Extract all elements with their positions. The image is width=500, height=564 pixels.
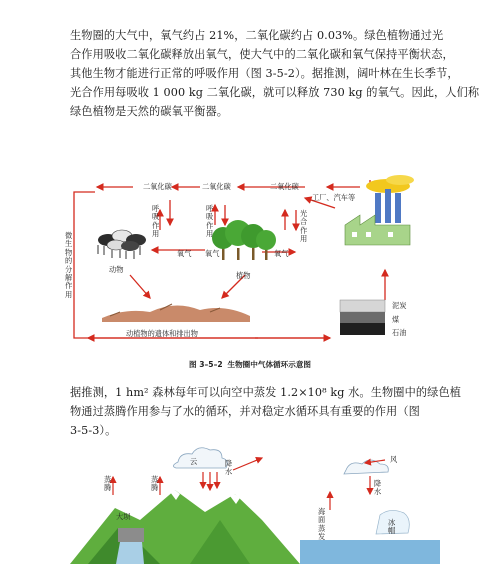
label-respiration: 呼吸作用 [206, 204, 214, 239]
label-remains: 动植物的遗体和排出物 [126, 329, 198, 338]
label-factory: 工厂、汽车等 [312, 193, 356, 202]
label-rain: 降水 [225, 459, 233, 477]
label-cloud: 云 [190, 457, 198, 466]
label-oxygen: 氧气 [274, 249, 289, 258]
label-photosynthesis: 光合作用 [300, 209, 308, 244]
text-line: 生物圈的大气中，氧气约占 21%，二氧化碳约占 0.03%。绿色植物通过光 [70, 29, 444, 42]
label-transpiration: 蒸腾 [104, 475, 112, 493]
label-peat: 泥炭 [392, 301, 407, 310]
text-line: 据推测，1 hm² 森林每年可以向空中蒸发 1.2×10⁸ kg 水。生物圈中的绿色植 [70, 386, 462, 399]
factory-illustration [345, 175, 414, 245]
label-animals: 动物 [109, 265, 124, 274]
text-line: 物通过蒸腾作用参与了水的循环，并对稳定水循环具有重要的作用（图 [70, 405, 420, 418]
paragraph-water-cycle [70, 383, 465, 440]
label-sea-evaporation: 海面蒸发 [318, 507, 326, 542]
text-line: 绿色植物是天然的碳氧平衡器。 [70, 105, 229, 118]
fossil-fuel-layers [340, 300, 385, 335]
animals-illustration [98, 230, 146, 259]
label-co2: 二氧化碳 [270, 182, 299, 191]
text-line: 光合作用每吸收 1 000 kg 二氧化碳，就可以释放 730 kg 的氧气。因此，人们称 [70, 86, 480, 99]
figure-caption [0, 359, 500, 370]
label-wind: 风 [390, 455, 398, 464]
label-oxygen: 氧气 [205, 249, 220, 258]
label-transpiration: 蒸腾 [151, 475, 159, 493]
label-dam: 大坝 [116, 512, 131, 521]
label-co2: 二氧化碳 [202, 182, 231, 191]
caption-number: 图 3–5–2 [188, 360, 223, 369]
text-line: 3-5-3）。 [70, 424, 117, 437]
label-ice-cap: 冰帽 [388, 518, 396, 536]
label-respiration: 呼吸作用 [152, 204, 160, 239]
text-line: 合作用吸收二氧化碳释放出氧气，使大气中的二氧化碳和氧气保持平衡状态， [70, 48, 454, 61]
trees-illustration [212, 220, 276, 260]
label-coal: 煤 [392, 315, 400, 324]
label-decomposition: 微生物的分解作用 [65, 231, 73, 299]
label-plants: 植物 [236, 271, 251, 280]
text-line: 其他生物才能进行正常的呼吸作用（图 3-5-2）。据推测，阔叶林在生长季节， [70, 67, 459, 80]
caption-title: 生物圈中气体循环示意图 [227, 360, 312, 369]
label-oxygen: 氧气 [177, 249, 192, 258]
label-co2: 二氧化碳 [143, 182, 172, 191]
water-cycle-illustration [70, 448, 440, 564]
remains-illustration [102, 304, 250, 322]
label-rain: 降水 [374, 479, 382, 497]
label-oil: 石油 [392, 328, 407, 337]
